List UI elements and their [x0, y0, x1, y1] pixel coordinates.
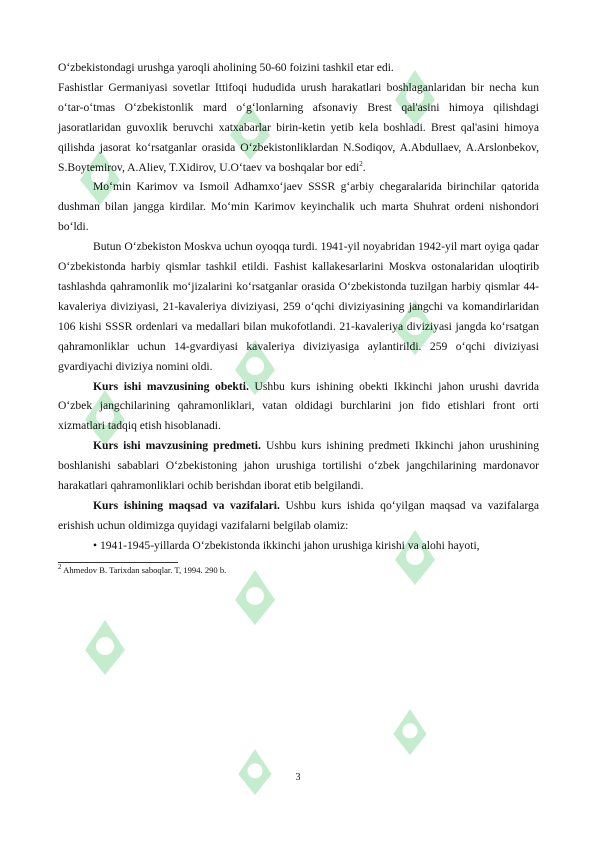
watermark-7	[75, 610, 135, 680]
document-body	[58, 58, 539, 576]
heading-subject: Kurs ishi mavzusining predmeti.	[93, 439, 261, 453]
paragraph-6: Kurs ishi mavzusining predmeti. Ushbu kurs ishining predmeti Ikkinchi jahon urushining boshlanishi sabablari O‘zbekistoning jahon urushiga tortilishi o‘zbek jangchilarining mardonavor harakatlari qahramonliklari ochib berishdan iborat etib belgilandi.	[58, 439, 539, 493]
footnote-divider	[58, 562, 178, 563]
paragraph-4: Butun O‘zbekiston Moskva uchun oyoqqa turdi. 1941-yil noyabridan 1942-yil mart oyiga qadar O‘zbekistonda harbiy qismlar tashkil etildi. Fashist kallakesarlarini Moskva ostonalaridan uloqtirib tashlashda qahramonlik mo‘jizalarini ko‘rsatganlar orasida O‘zbekistonda tuzilgan harbiy qismlar 44-kavaleriya diviziyasi, 21-kavaleriya diviziyasi, 259 o‘qchi diviziyasining jangchi va komandirlaridan 106 kishi SSSR ordenlari va medallari bilan mukofotlandi. 21-kavaleriya diviziyasi jangda ko‘rsatgan qahramonliklar uchun 14-gvardiyasi kavaleriya diviziyasiga aylantirildi. 259 o‘qchi diviziyasi gvardiyachi diviziya nomini oldi.	[58, 240, 539, 373]
paragraph-8-bullet: • 1941-1945-yillarda O‘zbekistonda ikkinchi jahon urushiga kirishi va alohi hayoti,	[93, 538, 480, 552]
paragraph-5: Kurs ishi mavzusining obekti. Ushbu kurs ishining obekti Ikkinchi jahon urushi davrida O‘zbek jangchilarining qahramonliklari, vatan oldidagi burchlarini jon fido etishlari front orti xizmatlari tadqiq etish hisoblanadi.	[58, 379, 539, 433]
paragraph-7: Kurs ishining maqsad va vazifalari. Ushbu kurs ishida qo‘yilgan maqsad va vazifalarga erishish uchun oldimizga quyidagi vazifalarni belgilab olamiz:	[58, 498, 539, 532]
page-number: 3	[295, 772, 301, 783]
paragraph-1: O‘zbekistondagi urushga yaroqli aholining 50-60 foizini tashkil etar edi.	[58, 61, 394, 74]
watermark-10	[230, 740, 280, 800]
footnote-mark: 2	[58, 562, 62, 571]
heading-goals: Kurs ishining maqsad va vazifalari.	[93, 498, 280, 512]
paragraph-2: Fashistlar Germaniyasi sovetlar Ittifoqi hududida urush harakatlari boshlaganlaridan bir necha kun o‘tar-o‘tmas O‘zbekistonlik mard o‘g‘lonlarning afsonaviy Brest qal'asini himoya qilishdagi jasoratlaridan guvoxlik beruvchi xatxabarlar birin-ketin yetib kela boshladi. Brest qal'asini himoya qilishda jasorat ko‘rsatganlar orasida O‘zbekistonliklardan N.Sodiqov, A.Abdullaev, A.Arslonbekov, S.Boytemirov, A.Aliev, T.Xidirov, U.O‘taev va boshqalar bor edi$^2$.	[58, 80, 539, 174]
footnote: $^2$ Ahmedov B. Tarixdan saboqlar. T, 1994. 290 b.	[58, 562, 227, 575]
footnote-ref[interactable]: 2	[359, 159, 363, 168]
paragraph-3: Mo‘min Karimov va Ismoil Adhamxo‘jaev SSSR g‘arbiy chegaralarida birinchilar qatorida dushman bilan jangga kirdilar. Mo‘min Karimov keyinchalik uch marta Shuhrat ordeni nishondori bo‘ldi.	[58, 180, 539, 234]
watermark-11	[385, 700, 435, 760]
heading-object: Kurs ishi mavzusining obekti.	[93, 379, 249, 393]
